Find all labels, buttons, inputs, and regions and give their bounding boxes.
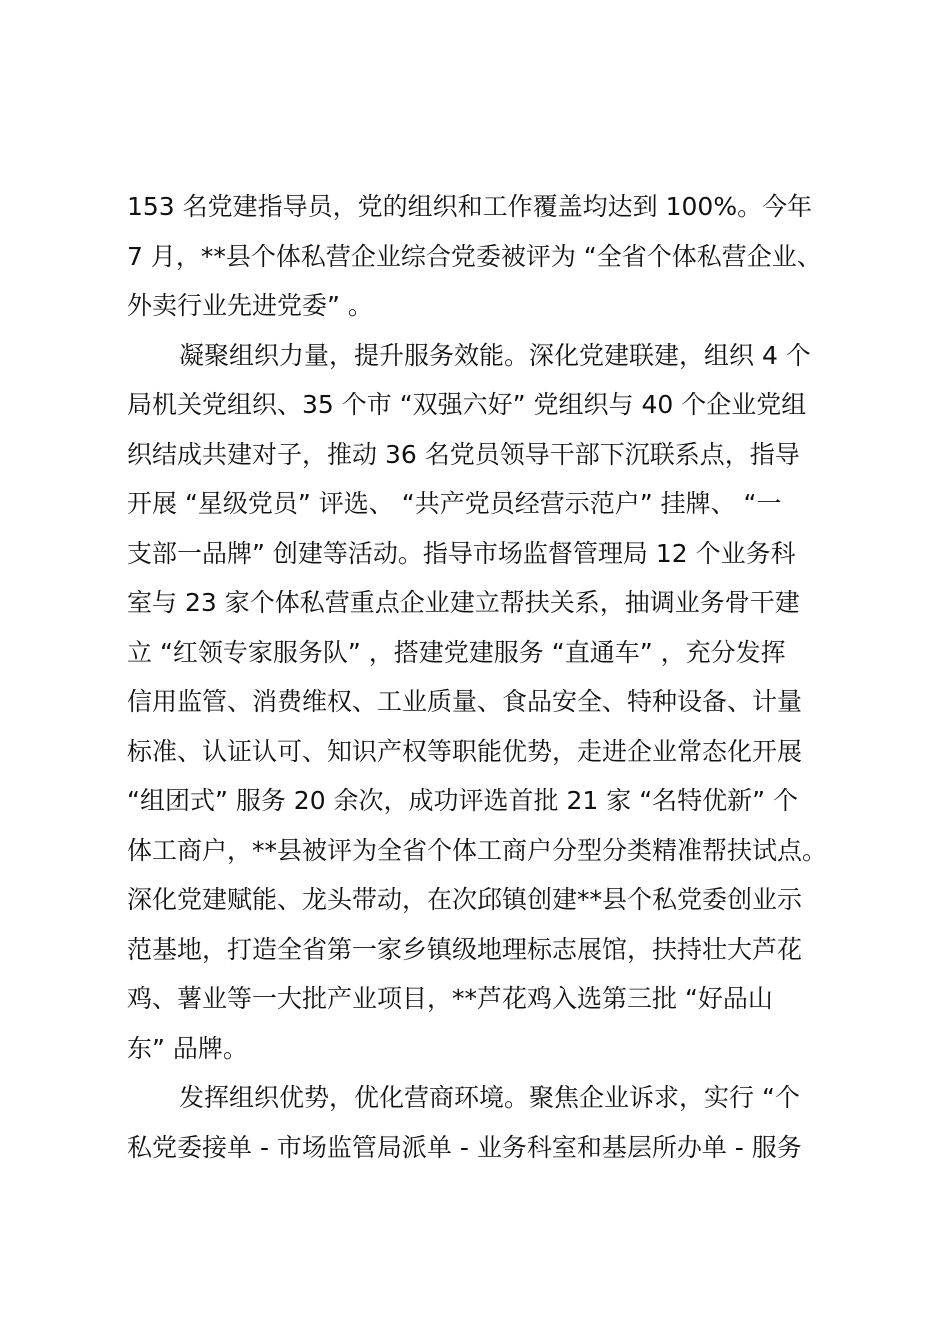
text-line: 体工商户，**县被评为全省个体工商户分型分类精准帮扶试点。 — [127, 835, 828, 865]
text-line: 深化党建赋能、龙头带动，在次邱镇创建**县个私党委创业示 — [127, 885, 803, 914]
text-line: 153 名党建指导员，党的组织和工作覆盖均达到 100%。今年 — [127, 192, 813, 221]
text-line: 织结成共建对子，推动 36 名党员领导干部下沉联系点，指导 — [127, 439, 800, 469]
text-line: 东” 品牌。 — [127, 1033, 248, 1063]
text-line: 私党委接单 - 市场监管局派单 - 业务科室和基层所办单 - 服务 — [127, 1132, 802, 1162]
text-line: 支部一品牌” 创建等活动。指导市场监督管理局 12 个业务科 — [127, 538, 796, 568]
paragraph-start-line: 凝聚组织力量，提升服务效能。深化党建联建，组织 4 个 — [179, 340, 811, 370]
body-text — [127, 182, 847, 1172]
text-line: 信用监管、消费维权、工业质量、食品安全、特种设备、计量 — [127, 687, 803, 716]
text-line: 标准、认证认可、知识产权等职能优势，走进企业常态化开展 — [127, 736, 803, 766]
text-line: 室与 23 家个体私营重点企业建立帮扶关系，抽调业务骨干建 — [127, 588, 800, 617]
text-line: 立 “红领专家服务队” ，搭建党建服务 “直通车” ，充分发挥 — [127, 637, 786, 667]
text-line: 开展 “星级党员” 评选、 “共产党员经营示范户” 挂牌、 “一 — [127, 489, 782, 518]
text-line: 7 月，**县个体私营企业综合党委被评为 “全省个体私营企业、 — [127, 241, 822, 271]
text-line: 鸡、薯业等一大批产业项目，**芦花鸡入选第三批 “好品山 — [127, 984, 773, 1013]
text-line: “组团式” 服务 20 余次，成功评选首批 21 家 “名特优新” 个 — [127, 786, 799, 815]
text-line: 局机关党组织、35 个市 “双强六好” 党组织与 40 个企业党组 — [127, 390, 807, 419]
text-line: 范基地，打造全省第一家乡镇级地理标志展馆，扶持壮大芦花 — [127, 934, 803, 964]
paragraph-start-line: 发挥组织优势，优化营商环境。聚焦企业诉求，实行 “个 — [179, 1083, 800, 1112]
text-line: 外卖行业先进党委” 。 — [127, 291, 373, 320]
